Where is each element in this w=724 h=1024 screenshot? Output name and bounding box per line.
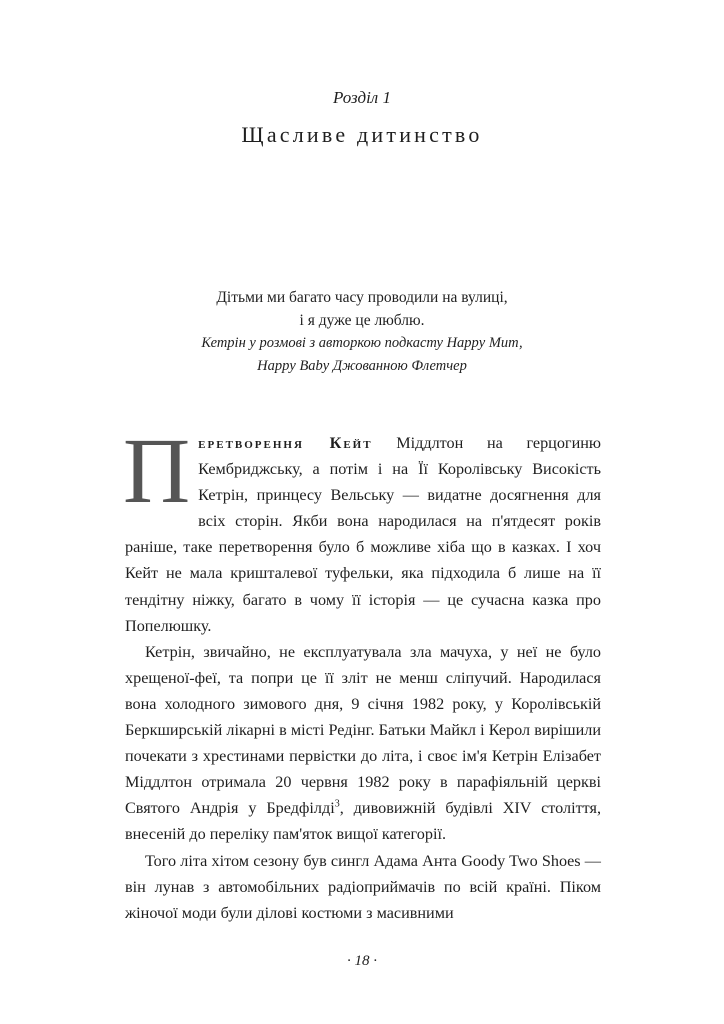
epigraph-line-2: і я дуже це люблю. xyxy=(299,312,425,329)
epigraph-source-2: Happy Baby Джованною Флетчер xyxy=(257,358,467,374)
chapter-label: Розділ 1 xyxy=(333,88,391,107)
epigraph-line-1: Дітьми ми багато часу проводили на вулиці, xyxy=(216,289,508,306)
paragraph-2-text-end: , дивовижній будівлі XIV століття, внесеній до переліку пам'яток вищої категорії. xyxy=(125,799,601,844)
drop-cap: П xyxy=(123,420,191,523)
paragraph-2-text: Кетрін, звичайно, не експлуатувала зла мачуха, у неї не було хрещеної-феї, та попри це її зліт не менш сліпучий. Народилася вона холодного зимового дня, 9 січня 1982 року, у Королівській Беркширській лікарні в місті Редінг. Батьки Майкл і Керол вирішили почекати з хрестинами первістки до літа, і своє ім'я Кетрін Елізабет Міддлтон отримала 20 червня 1982 року в парафіяльній церкві Святого Андрія у Бредфілді xyxy=(125,642,601,818)
paragraph-1 xyxy=(123,420,601,639)
paragraph-3: Того літа хітом сезону був сингл Адама Анта Goody Two Shoes — він лунав з автомобільних радіоприймачів по всій країні. Піком жіночої моди були ділові костюми з масивними xyxy=(125,851,601,922)
epigraph xyxy=(0,286,724,378)
epigraph-source-1: Кетрін у розмові з авторкою подкасту Happy Мит, xyxy=(201,335,523,351)
paragraph-2 xyxy=(125,639,601,848)
footnote-marker[interactable]: 3 xyxy=(334,798,340,810)
page-number: · 18 · xyxy=(347,953,377,969)
paragraph-1-text: Міддлтон на герцогиню Кембриджську, а потім і на Її Королівську Високість Кетрін, принцесу Вельську — видатне досягнення для всіх сторін. Якби вона народилася на п'ятдесят років раніше, таке перетворення було б можливе хіба що в казках. І хоч Кейт не мала кришталевої туфельки, яка підходила б лише на її тендітну ніжку, багато в чому її історія — це сучасна казка про Попелюшку. xyxy=(125,434,601,635)
body-text xyxy=(123,420,601,926)
chapter-title: Щасливе дитинство xyxy=(241,122,483,147)
lead-in-smallcaps: еретворення Кейт xyxy=(198,434,373,452)
